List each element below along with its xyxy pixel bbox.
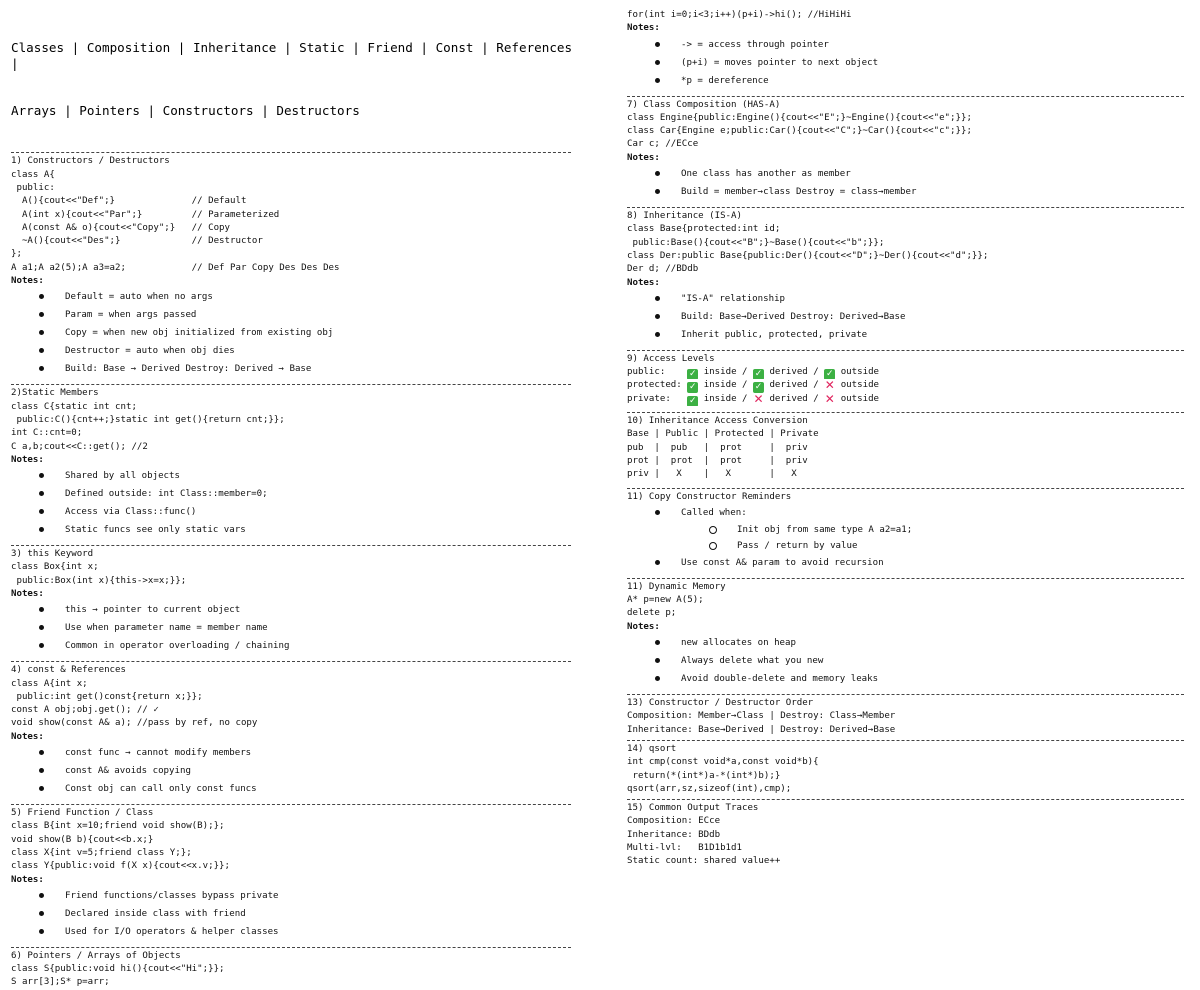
notes-list xyxy=(627,634,1192,688)
access-label: private: xyxy=(627,393,688,404)
check-icon: ✓ xyxy=(688,382,697,393)
section-7-heading: 7) Class Composition (HAS-A) xyxy=(627,99,781,110)
section-4-heading: 4) const & References xyxy=(11,665,126,676)
code-line: prot | prot | prot | priv xyxy=(627,455,808,466)
section-8 xyxy=(627,210,1192,347)
section-3-heading: 3) this Keyword xyxy=(11,549,94,560)
section-15-heading: 15) Common Output Traces xyxy=(627,803,759,814)
section-13 xyxy=(627,697,1192,737)
code-line: Inheritance: BDdb xyxy=(627,829,721,840)
code-line: int cmp(const void*a,const void*b){ xyxy=(627,757,819,768)
notes-label: Notes: xyxy=(627,277,660,288)
code-line: A(){cout<<"Def";} // Default xyxy=(11,196,247,207)
cross-icon: ✕ xyxy=(824,392,835,406)
check-icon: ✓ xyxy=(688,369,697,380)
code-line: class A{ xyxy=(11,169,55,180)
code-line: class Engine{public:Engine(){cout<<"E";}~Engine(){cout<<"e";}}; xyxy=(627,112,972,123)
note-item: Always delete what you new xyxy=(627,652,1192,670)
access-row xyxy=(627,393,1192,406)
notes-list xyxy=(11,288,586,378)
note-item: Build: Base → Derived Destroy: Derived → Base xyxy=(11,360,586,378)
section-divider xyxy=(627,412,1184,413)
note-item: Defined outside: int Class::member=0; xyxy=(11,485,586,503)
spacer xyxy=(627,344,1192,347)
section-divider xyxy=(627,207,1184,208)
notes-list xyxy=(11,601,586,655)
cross-icon: ✕ xyxy=(753,392,764,406)
right-column xyxy=(627,0,1192,869)
note-item: Copy = when new obj initialized from existing obj xyxy=(11,324,586,342)
note-item: Use when parameter name = member name xyxy=(11,619,586,637)
access-word: inside / xyxy=(698,367,753,378)
code-line: return(*(int*)a-*(int*)b);} xyxy=(627,770,781,781)
section-divider xyxy=(627,488,1184,489)
section-divider xyxy=(11,152,571,153)
code-line: public:Box(int x){this->x=x;}}; xyxy=(11,575,187,586)
notes-label: Notes: xyxy=(627,152,660,163)
note-item: (p+i) = moves pointer to next object xyxy=(627,54,1192,72)
access-word: outside xyxy=(835,380,880,391)
note-item: Build: Base→Derived Destroy: Derived→Base xyxy=(627,308,1192,326)
notes-label: Notes: xyxy=(11,276,44,287)
section-divider xyxy=(627,799,1184,800)
access-word: derived / xyxy=(763,367,825,378)
section-5-heading: 5) Friend Function / Class xyxy=(11,808,154,819)
access-word: derived / xyxy=(763,393,825,404)
notes-label: Notes: xyxy=(11,588,44,599)
note-item: Avoid double-delete and memory leaks xyxy=(627,670,1192,688)
notes-label: Notes: xyxy=(627,621,660,632)
section-divider xyxy=(627,578,1184,579)
note-item: Called when: xyxy=(627,504,1192,522)
note-item: Inherit public, protected, private xyxy=(627,326,1192,344)
code-line: class Car{Engine e;public:Car(){cout<<"C";}~Car(){cout<<"c";}}; xyxy=(627,126,972,137)
notes-list xyxy=(11,887,586,941)
note-item: Declared inside class with friend xyxy=(11,905,586,923)
section-divider xyxy=(627,350,1184,351)
code-line: priv | X | X | X xyxy=(627,469,797,480)
code-line: Car c; //ECce xyxy=(627,139,699,150)
code-line: A(int x){cout<<"Par";} // Parameterized xyxy=(11,209,280,220)
notes-list xyxy=(627,165,1192,201)
check-icon: ✓ xyxy=(825,369,834,380)
notes-list xyxy=(627,504,1192,572)
note-item: new allocates on heap xyxy=(627,634,1192,652)
section-12-heading: 11) Dynamic Memory xyxy=(627,581,726,592)
note-item: *p = dereference xyxy=(627,72,1192,90)
code-line: Multi-lvl: B1D1b1d1 xyxy=(627,842,742,853)
access-word: derived / xyxy=(763,380,825,391)
title-line-2: Arrays | Pointers | Constructors | Destructors xyxy=(11,102,360,118)
sub-note-item: Init obj from same type A a2=a1; xyxy=(627,522,1192,538)
left-column xyxy=(11,0,586,990)
section-13-heading: 13) Constructor / Destructor Order xyxy=(627,698,814,709)
section-8-heading: 8) Inheritance (IS-A) xyxy=(627,211,742,222)
check-icon: ✓ xyxy=(754,382,763,393)
section-divider xyxy=(11,545,571,546)
notes-list xyxy=(627,36,1192,90)
code-line: class Base{protected:int id; xyxy=(627,224,781,235)
access-word: inside / xyxy=(698,380,753,391)
code-line: class C{static int cnt; xyxy=(11,401,137,412)
notes-label: Notes: xyxy=(11,454,44,465)
access-row xyxy=(627,379,1192,392)
page-title xyxy=(11,9,586,149)
code-line: public:Base(){cout<<"B";}~Base(){cout<<"b";}}; xyxy=(627,237,885,248)
section-divider xyxy=(11,661,571,662)
access-label: protected: xyxy=(627,380,688,391)
section-11-heading: 11) Copy Constructor Reminders xyxy=(627,491,792,502)
code-line: delete p; xyxy=(627,608,677,619)
note-item: this → pointer to current object xyxy=(11,601,586,619)
code-line: int C::cnt=0; xyxy=(11,428,83,439)
spacer xyxy=(11,655,586,658)
notes-list xyxy=(627,290,1192,344)
code-line: class Der:public Base{public:Der(){cout<<"D";}~Der(){cout<<"d";}}; xyxy=(627,250,989,261)
section-3 xyxy=(11,548,586,658)
section-divider xyxy=(11,384,571,385)
access-row xyxy=(627,366,1192,379)
note-item: Used for I/O operators & helper classes xyxy=(11,923,586,941)
section-2 xyxy=(11,387,586,542)
code-line: Inheritance: Base→Derived | Destroy: Derived→Base xyxy=(627,724,896,735)
section-11 xyxy=(627,491,1192,575)
sub-note-item: Pass / return by value xyxy=(627,538,1192,554)
spacer xyxy=(627,201,1192,204)
section-14-heading: 14) qsort xyxy=(627,743,677,754)
code-line: void show(const A& a); //pass by ref, no copy xyxy=(11,718,258,729)
note-item: Default = auto when no args xyxy=(11,288,586,306)
spacer xyxy=(627,406,1192,409)
section-12 xyxy=(627,581,1192,691)
notes-label: Notes: xyxy=(627,23,660,34)
note-item: -> = access through pointer xyxy=(627,36,1192,54)
code-line: Der d; //BDdb xyxy=(627,264,699,275)
spacer xyxy=(627,482,1192,485)
access-word: outside xyxy=(835,367,880,378)
note-item: const A& avoids copying xyxy=(11,762,586,780)
code-line: pub | pub | prot | priv xyxy=(627,442,808,453)
code-line: void show(B b){cout<<b.x;} xyxy=(11,834,154,845)
note-item: Common in operator overloading / chaining xyxy=(11,637,586,655)
section-6 xyxy=(11,950,586,990)
code-line: Static count: shared value++ xyxy=(627,856,781,867)
code-line: S arr[3];S* p=arr; xyxy=(11,977,110,988)
spacer xyxy=(11,798,586,801)
note-item: "IS-A" relationship xyxy=(627,290,1192,308)
title-line-1: Classes | Composition | Inheritance | Static | Friend | Const | References | xyxy=(11,40,580,71)
code-line: A a1;A a2(5);A a3=a2; // Def Par Copy Des Des Des xyxy=(11,262,340,273)
notes-list xyxy=(11,744,586,798)
check-icon: ✓ xyxy=(688,395,697,406)
code-line: Composition: Member→Class | Destroy: Class→Member xyxy=(627,711,896,722)
spacer xyxy=(627,688,1192,691)
code-line: Composition: ECce xyxy=(627,816,721,827)
section-5 xyxy=(11,807,586,944)
code-line: class Y{public:void f(X x){cout<<x.v;}}; xyxy=(11,861,230,872)
right-sections xyxy=(627,9,1192,869)
section-6-cont-heading: for(int i=0;i<3;i++)(p+i)->hi(); //HiHiHi xyxy=(627,10,852,20)
code-line: Base | Public | Protected | Private xyxy=(627,429,819,440)
check-icon: ✓ xyxy=(754,369,763,380)
code-line: public: xyxy=(11,182,55,193)
code-line: }; xyxy=(11,249,22,260)
note-item: Param = when args passed xyxy=(11,306,586,324)
note-item: Use const A& param to avoid recursion xyxy=(627,554,1192,572)
spacer xyxy=(11,941,586,944)
section-1-heading: 1) Constructors / Destructors xyxy=(11,156,170,167)
section-4 xyxy=(11,664,586,801)
section-9-heading: 9) Access Levels xyxy=(627,353,715,364)
note-item: Access via Class::func() xyxy=(11,503,586,521)
spacer xyxy=(627,90,1192,93)
code-line: ~A(){cout<<"Des";} // Destructor xyxy=(11,236,263,247)
spacer xyxy=(11,539,586,542)
code-line: A* p=new A(5); xyxy=(627,595,704,606)
access-word: outside xyxy=(835,393,880,404)
note-item: Build = member→class Destroy = class→member xyxy=(627,183,1192,201)
section-divider xyxy=(627,96,1184,97)
section-divider xyxy=(11,804,571,805)
note-item: Const obj can call only const funcs xyxy=(11,780,586,798)
section-10-heading: 10) Inheritance Access Conversion xyxy=(627,416,808,427)
note-item: One class has another as member xyxy=(627,165,1192,183)
notes-label: Notes: xyxy=(11,731,44,742)
section-15 xyxy=(627,802,1192,868)
section-6-heading: 6) Pointers / Arrays of Objects xyxy=(11,950,181,961)
section-divider xyxy=(627,740,1184,741)
code-line: C a,b;cout<<C::get(); //2 xyxy=(11,441,148,452)
access-label: public: xyxy=(627,367,688,378)
code-line: public:C(){cnt++;}static int get(){return cnt;}}; xyxy=(11,414,285,425)
code-line: class X{int v=5;friend class Y;}; xyxy=(11,847,192,858)
section-7 xyxy=(627,99,1192,204)
code-line: public:int get()const{return x;}}; xyxy=(11,691,203,702)
section-14 xyxy=(627,743,1192,796)
note-item: Static funcs see only static vars xyxy=(11,521,586,539)
spacer xyxy=(627,572,1192,575)
note-item: const func → cannot modify members xyxy=(11,744,586,762)
section-2-heading: 2)Static Members xyxy=(11,388,99,399)
notes-list xyxy=(11,467,586,539)
left-sections xyxy=(11,152,586,989)
note-item: Destructor = auto when obj dies xyxy=(11,342,586,360)
code-line: class Box{int x; xyxy=(11,562,99,573)
code-line: const A obj;obj.get(); // ✓ xyxy=(11,705,159,716)
code-line: A(const A& o){cout<<"Copy";} // Copy xyxy=(11,222,230,233)
section-6-cont xyxy=(627,9,1192,93)
note-item: Friend functions/classes bypass private xyxy=(11,887,586,905)
section-divider xyxy=(627,694,1184,695)
access-word: inside / xyxy=(698,393,753,404)
section-divider xyxy=(11,947,571,948)
code-line: class S{public:void hi(){cout<<"Hi";}}; xyxy=(11,964,225,975)
note-item: Shared by all objects xyxy=(11,467,586,485)
notes-label: Notes: xyxy=(11,874,44,885)
spacer xyxy=(11,378,586,381)
code-line: qsort(arr,sz,sizeof(int),cmp); xyxy=(627,783,792,794)
code-line: class B{int x=10;friend void show(B);}; xyxy=(11,821,225,832)
cross-icon: ✕ xyxy=(824,379,835,393)
section-9 xyxy=(627,353,1192,409)
section-10 xyxy=(627,415,1192,484)
code-line: class A{int x; xyxy=(11,678,88,689)
section-1 xyxy=(11,155,586,381)
